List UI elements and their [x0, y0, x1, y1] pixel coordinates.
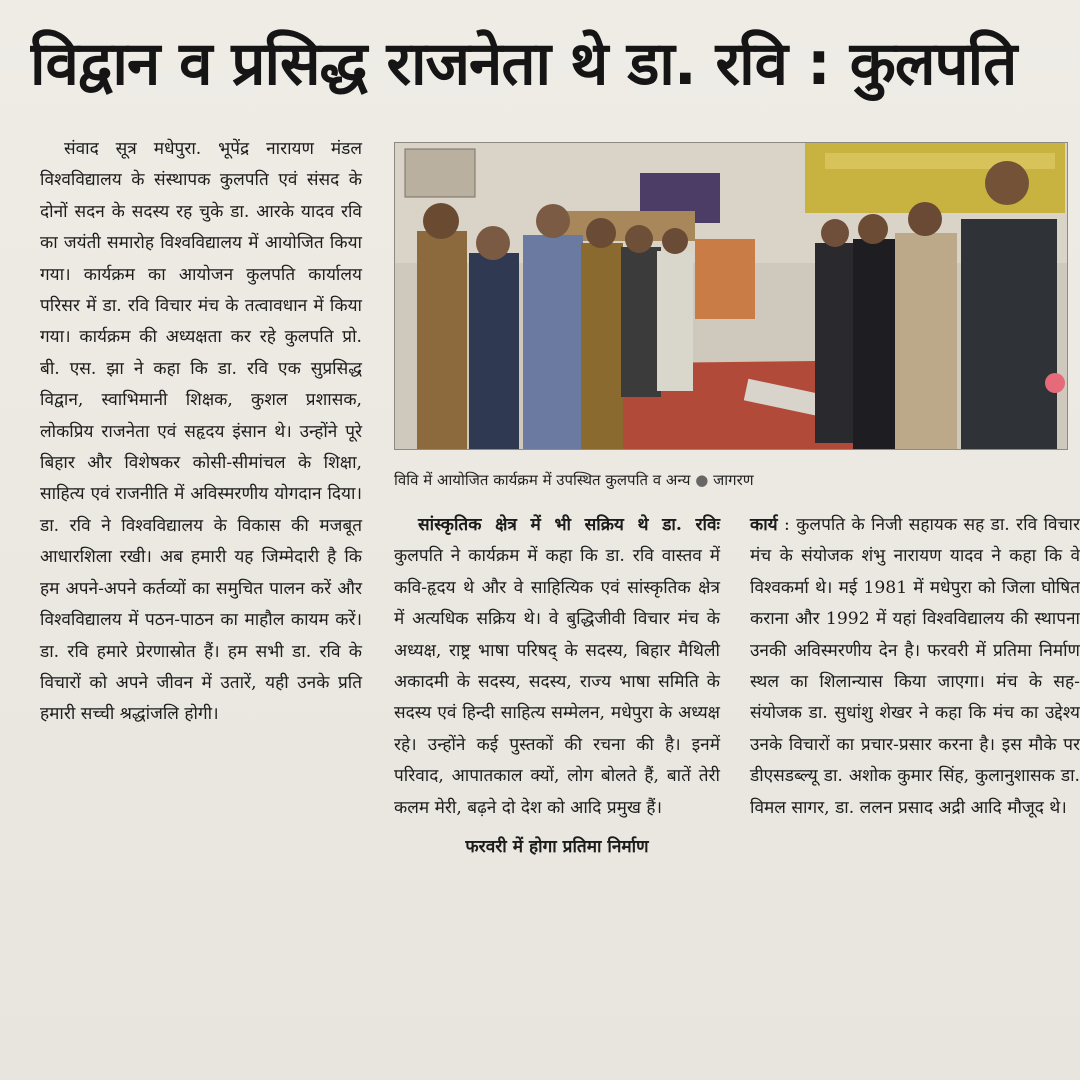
column-2-subhead: सांस्कृतिक क्षेत्र में भी सक्रिय थे डा. रविः — [418, 515, 720, 535]
headline: विद्वान व प्रसिद्ध राजनेता थे डा. रवि : कुलपति — [30, 29, 1017, 99]
column-3-lead: कार्य — [750, 515, 778, 535]
photo-illustration — [395, 143, 1067, 449]
column-2-body: कुलपति ने कार्यक्रम में कहा कि डा. रवि वास्तव में कवि-हृदय थे और वे साहित्यिक एवं सांस्कृतिक क्षेत्र में अत्यधिक सक्रिय थे। वे बुद्धिजीवी विचार मंच के अध्यक्ष, राष्ट्र भाषा परिषद् के सदस्य, बिहार मैथिली अकादमी के सदस्य, सदस्य, राज्य भाषा समिति के सदस्य एवं हिन्दी साहित्य सम्मेलन, मधेपुरा के अध्यक्ष रहे। उन्होंने कई पुस्तकों की रचना की है। इनमें परिवाद, आपातकाल क्यों, लोग बोलते हैं, बातें तेरी कलम मेरी, बढ़ने दो देश को आदि प्रमुख हैं। — [394, 546, 720, 818]
news-photo — [394, 142, 1068, 450]
caption-bullet: ● — [695, 471, 709, 489]
photo-caption — [394, 470, 1070, 490]
column-2-subhead-2: फरवरी में होगा प्रतिमा निर्माण — [465, 837, 649, 858]
column-1 — [40, 134, 362, 731]
caption-text: विवि में आयोजित कार्यक्रम में उपस्थित कुलपति व अन्य — [394, 471, 691, 489]
column-3 — [750, 510, 1080, 824]
column-2-paragraph — [394, 510, 720, 824]
column-1-text: संवाद सूत्र मधेपुरा. भूपेंद्र नारायण मंडल विश्वविद्यालय के संस्थापक कुलपति एवं संसद के दोनों सदन के सदस्य रह चुके डा. आरके यादव रवि का जयंती समारोह विश्वविद्यालय में आयोजित किया गया। कार्यक्रम का आयोजन कुलपति कार्यालय परिसर में डा. रवि विचार मंच के तत्वावधान में किया गया। कार्यक्रम की अध्यक्षता कर रहे कुलपति प्रो. बी. एस. झा ने कहा कि डा. रवि एक सुप्रसिद्ध विद्वान, स्वाभिमानी शिक्षक, कुशल प्रशासक, लोकप्रिय राजनेता एवं सहृदय इंसान थे। उन्होंने पूरे बिहार और विशेषकर कोसी-सीमांचल के शिक्षा, साहित्य एवं राजनीति में अविस्मरणीय योगदान दिया। डा. रवि ने विश्वविद्यालय के विकास की मजबूत आधारशिला रखी। अब हमारी यह जिम्मेदारी है कि हम अपने-अपने कर्तव्यों का समुचित पालन करें और विश्वविद्यालय में पठन-पाठन का माहौल कायम करें। डा. रवि हमारे प्रेरणास्रोत हैं। हम सभी डा. रवि के विचारों को अपने जीवन में उतारें, यही उनके प्रति हमारी सच्ची श्रद्धांजलि होगी। — [40, 139, 362, 725]
column-3-body: : कुलपति के निजी सहायक सह डा. रवि विचार मंच के संयोजक शंभु नारायण यादव ने कहा कि वे विश्वकर्मा थे। मई 1981 में मधेपुरा को जिला घोषित कराना और 1992 में यहां विश्वविद्यालय की स्थापना उनकी अविस्मरणीय देन है। फरवरी में प्रतिमा निर्माण स्थल का शिलान्यास किया जाएगा। मंच के सह-संयोजक डा. सुधांशु शेखर ने कहा कि मंच का उद्देश्य उनके विचारों का प्रचार-प्रसार करना है। इस मौके पर डीएसडब्ल्यू डा. अशोक कुमार सिंह, कुलानुशासक डा. विमल सागर, डा. ललन प्रसाद अद्री आदि मौजूद थे। — [750, 515, 1080, 818]
column-2 — [394, 510, 720, 863]
caption-credit: जागरण — [713, 471, 754, 489]
column-3-paragraph — [750, 510, 1080, 824]
